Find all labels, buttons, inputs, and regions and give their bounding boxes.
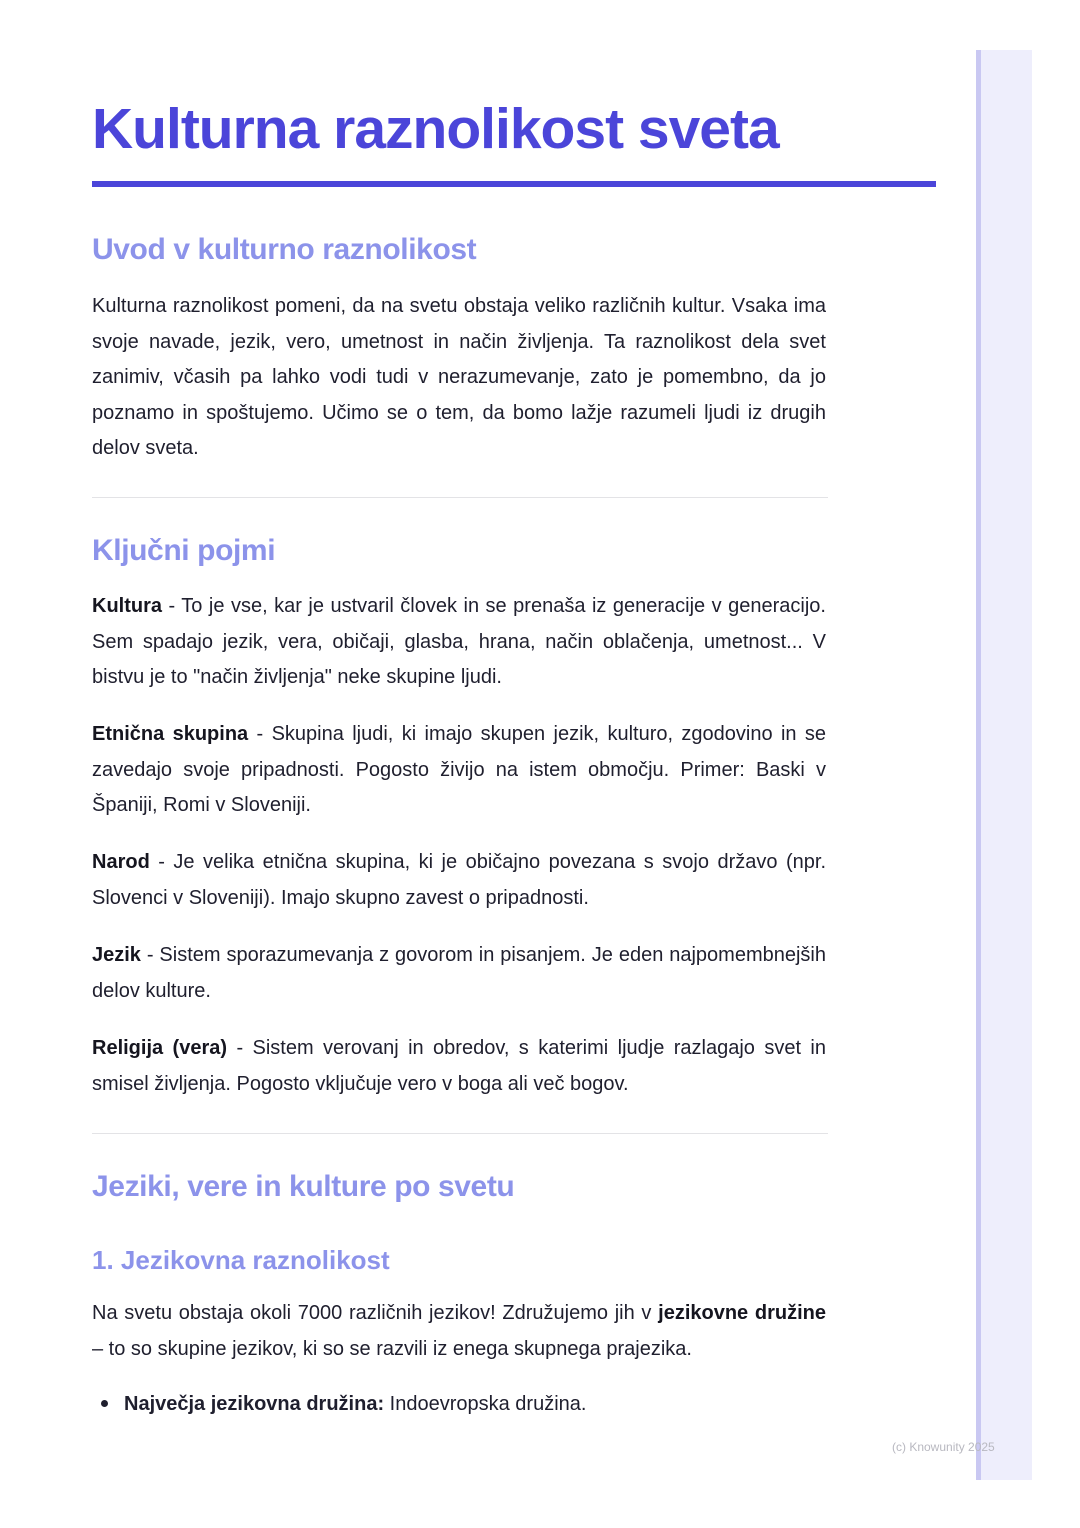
term-definition: - Je velika etnična skupina, ki je običajno povezana s svojo državo (npr. Slovenci v Sloveniji). Imajo skupno zavest o pripadnosti. bbox=[92, 851, 826, 909]
paragraph-text: – to so skupine jezikov, ki so se razvili iz enega skupnega prajezika. bbox=[92, 1337, 692, 1360]
bullet-icon bbox=[101, 1400, 108, 1407]
world-heading: Jeziki, vere in kulture po svetu bbox=[92, 1170, 515, 1203]
term-definition: - Sistem verovanj in obredov, s katerimi ljudje razlagajo svet in smisel življenja. Pogosto vključuje vero v boga ali več bogov. bbox=[92, 1037, 826, 1095]
term-jezik bbox=[92, 938, 826, 1009]
sidebar-accent-line bbox=[976, 50, 981, 1480]
list-item-label: Največja jezikovna družina: bbox=[124, 1393, 385, 1415]
language-diversity-paragraph bbox=[92, 1296, 826, 1367]
key-terms-heading: Ključni pojmi bbox=[92, 534, 276, 567]
term-definition: - To je vse, kar je ustvaril človek in se prenaša iz generacije v generacijo. Sem spadajo jezik, vera, običaji, glasba, hrana, način oblačenja, umetnost... V bistvu je to "način življenja" neke skupine ljudi. bbox=[92, 595, 826, 688]
term-definition: - Skupina ljudi, ki imajo skupen jezik, kulturo, zgodovino in se zavedajo svoje pripadnosti. Pogosto živijo na istem območju. Primer: Baski v Španiji, Romi v Sloveniji. bbox=[92, 723, 826, 816]
title-underline bbox=[92, 181, 936, 187]
section-divider bbox=[92, 1133, 828, 1134]
list-item bbox=[92, 1387, 826, 1422]
term-label: Religija (vera) bbox=[92, 1037, 228, 1059]
term-label: Etnična skupina bbox=[92, 723, 249, 745]
paragraph-text: Na svetu obstaja okoli 7000 različnih jezikov! Združujemo jih v bbox=[92, 1302, 659, 1324]
term-religija bbox=[92, 1031, 826, 1102]
emphasis-text: jezikovne družine bbox=[658, 1302, 826, 1324]
intro-heading: Uvod v kulturno raznolikost bbox=[92, 233, 477, 266]
language-diversity-heading: 1. Jezikovna raznolikost bbox=[92, 1245, 390, 1275]
intro-paragraph: Kulturna raznolikost pomeni, da na svetu obstaja veliko različnih kultur. Vsaka ima svoje navade, jezik, vero, umetnost in način življenja. Ta raznolikost dela svet zanimiv, včasih pa lahko vodi tudi v nerazumevanje, zato je pomembno, da jo poznamo in spoštujemo. Učimo se o tem, da bomo lažje razumeli ljudi iz drugih delov sveta. bbox=[92, 295, 826, 459]
footer-copyright: (c) Knowunity 2025 bbox=[892, 1440, 995, 1454]
term-kultura bbox=[92, 589, 826, 696]
section-divider bbox=[92, 497, 828, 498]
list-item-value: Indoevropska družina. bbox=[384, 1393, 587, 1415]
term-label: Jezik bbox=[92, 944, 141, 966]
sidebar-panel bbox=[976, 50, 1032, 1480]
term-etnicna-skupina bbox=[92, 717, 826, 824]
term-definition: - Sistem sporazumevanja z govorom in pisanjem. Je eden najpomembnejših delov kulture. bbox=[92, 944, 826, 1002]
page-title: Kulturna raznolikost sveta bbox=[92, 97, 779, 161]
term-label: Kultura bbox=[92, 595, 162, 617]
term-narod bbox=[92, 845, 826, 916]
term-label: Narod bbox=[92, 851, 150, 873]
